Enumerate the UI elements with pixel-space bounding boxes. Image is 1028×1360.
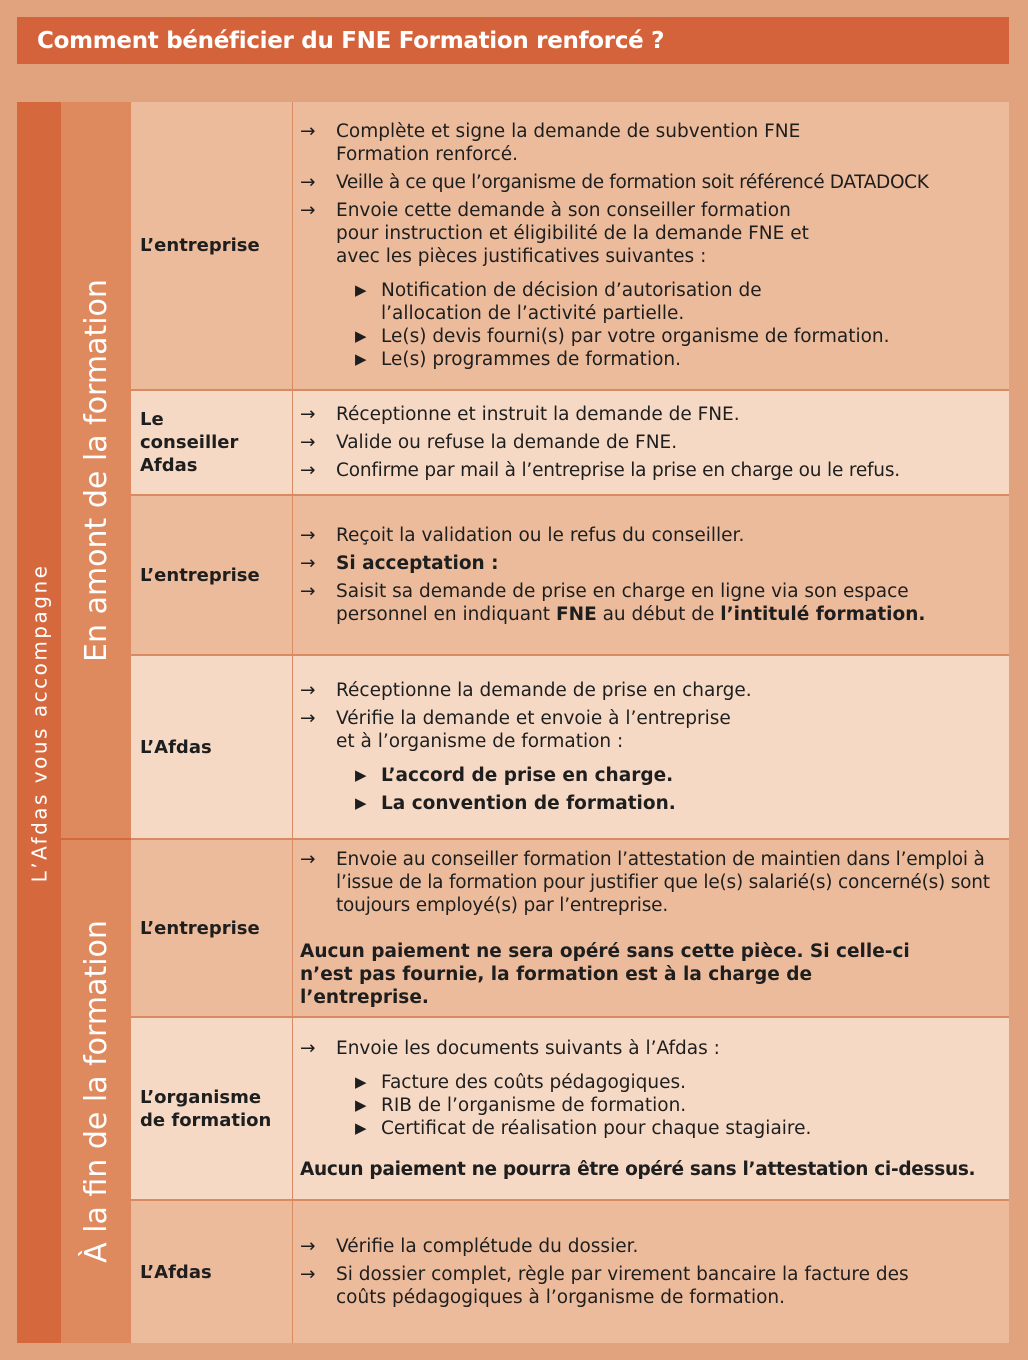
sub-item xyxy=(355,1071,1005,1094)
arrow-icon: → xyxy=(300,708,316,729)
triangle-bullet-icon: ▶ xyxy=(355,794,367,812)
sub-text: Facture des coûts pédagogiques. xyxy=(381,1071,687,1093)
row-content xyxy=(293,391,1009,494)
arrow-icon: → xyxy=(300,432,316,453)
sub-text: RIB de l’organisme de formation. xyxy=(381,1094,687,1116)
step-text: Vérifie la complétude du dossier. xyxy=(336,1236,639,1257)
step-item xyxy=(300,524,1005,547)
step-text-part: au début de xyxy=(596,604,721,625)
arrow-icon: → xyxy=(300,404,316,425)
step-text: Valide ou refuse la demande de FNE. xyxy=(336,432,678,453)
step-item xyxy=(300,848,1005,917)
step-text: Confirme par mail à l’entreprise la prise en charge ou le refus. xyxy=(336,460,900,481)
sub-list xyxy=(300,1071,1005,1140)
step-text: Vérifie la demande et envoie à l’entreprise et à l’organisme de formation : xyxy=(336,708,731,752)
step-item xyxy=(300,120,1005,166)
actor-label: L’entreprise xyxy=(131,496,293,654)
step-item xyxy=(300,403,1005,426)
step-item xyxy=(300,431,1005,454)
step-text-bold: FNE xyxy=(555,604,597,625)
actor-label: L’Afdas xyxy=(131,656,293,838)
sub-text: Notification de décision d’autorisation de l’allocation de l’activité partielle. xyxy=(381,280,762,324)
triangle-bullet-icon: ▶ xyxy=(355,1118,367,1137)
band-before-training xyxy=(61,102,131,838)
table-row xyxy=(131,391,1009,494)
arrow-icon: → xyxy=(300,172,316,193)
step-item xyxy=(300,580,1005,626)
sub-list xyxy=(300,279,1005,371)
sub-item xyxy=(355,279,1005,325)
sub-item xyxy=(355,325,1005,348)
table-row xyxy=(131,1201,1009,1343)
band-after-label: À la fin de la formation xyxy=(78,920,114,1263)
step-item xyxy=(300,171,1005,194)
triangle-bullet-icon: ▶ xyxy=(355,766,367,784)
actor-label: L’Afdas xyxy=(131,1201,293,1343)
table-row xyxy=(131,656,1009,838)
step-item xyxy=(300,707,1005,753)
arrow-icon: → xyxy=(300,525,316,546)
arrow-icon: → xyxy=(300,680,316,701)
triangle-bullet-icon: ▶ xyxy=(355,1095,367,1114)
step-item xyxy=(300,199,1005,268)
row-content xyxy=(293,496,1009,654)
step-text: Veille à ce que l’organisme de formation soit référencé DATADOCK xyxy=(336,172,929,193)
band-outer-label: L’Afdas vous accompagne xyxy=(27,563,52,882)
arrow-icon: → xyxy=(300,553,316,574)
step-item xyxy=(300,1037,1005,1060)
row-content xyxy=(293,656,1009,838)
warning-note: Aucun paiement ne sera opéré sans cette pièce. Si celle-ci n’est pas fournie, la formation est à la charge de l’entreprise. xyxy=(300,940,910,1008)
table-row xyxy=(131,840,1009,1016)
arrow-icon: → xyxy=(300,460,316,481)
arrow-icon: → xyxy=(300,848,316,870)
step-text xyxy=(336,580,1005,626)
triangle-bullet-icon: ▶ xyxy=(355,327,367,345)
band-after-training xyxy=(61,840,131,1343)
band-afdas-accompagne xyxy=(17,102,61,1343)
band-before-label: En amont de la formation xyxy=(78,278,114,662)
row-content xyxy=(293,1018,1009,1199)
step-item xyxy=(300,459,1005,482)
sub-text: L’accord de prise en charge. xyxy=(381,765,674,786)
step-text: Complète et signe la demande de subvention FNE Formation renforcé. xyxy=(336,121,801,165)
actor-label: Le conseiller Afdas xyxy=(131,391,293,494)
step-text-bold: l’intitulé formation. xyxy=(720,604,926,625)
step-text: Envoie au conseiller formation l’attestation de maintien dans l’emploi à l’issue de la formation pour justifier que le(s) salarié(s) concerné(s) sont toujours employé(s) par l’entreprise. xyxy=(336,848,990,916)
table-row xyxy=(131,102,1009,389)
actor-label: L’entreprise xyxy=(131,840,293,1016)
sub-item xyxy=(355,348,1005,371)
sub-text: Certificat de réalisation pour chaque stagiaire. xyxy=(381,1117,812,1139)
table-row xyxy=(131,1018,1009,1199)
step-text-part: Saisit sa demande de prise en charge en ligne via son espace personnel en indiquant xyxy=(336,581,909,625)
table-row xyxy=(131,496,1009,654)
step-item xyxy=(300,679,1005,702)
sub-text: Le(s) devis fourni(s) par votre organisme de formation. xyxy=(381,326,890,347)
step-text: Envoie cette demande à son conseiller formation pour instruction et éligibilité de la demande FNE et avec les pièces justificatives suivantes : xyxy=(336,200,809,267)
step-text: Reçoit la validation ou le refus du conseiller. xyxy=(336,525,745,546)
step-text: Réceptionne la demande de prise en charge. xyxy=(336,680,752,701)
row-content xyxy=(293,102,1009,389)
triangle-bullet-icon: ▶ xyxy=(355,1072,367,1091)
page-title: Comment bénéficier du FNE Formation renforcé ? xyxy=(37,27,665,54)
step-item xyxy=(300,1235,1005,1258)
sub-item xyxy=(355,764,1005,787)
step-item xyxy=(300,1263,1005,1309)
arrow-icon: → xyxy=(300,1037,316,1059)
arrow-icon: → xyxy=(300,1236,316,1257)
actor-label: L’entreprise xyxy=(131,102,293,389)
triangle-bullet-icon: ▶ xyxy=(355,281,367,299)
sub-list xyxy=(300,764,1005,815)
step-text: Si dossier complet, règle par virement bancaire la facture des coûts pédagogiques à l’organisme de formation. xyxy=(336,1264,909,1308)
triangle-bullet-icon: ▶ xyxy=(355,350,367,368)
sub-item xyxy=(355,1117,1005,1140)
page-header xyxy=(17,17,1009,64)
sub-item xyxy=(355,792,1005,815)
warning-note: Aucun paiement ne pourra être opéré sans l’attestation ci-dessus. xyxy=(300,1158,976,1180)
process-table xyxy=(17,102,1009,1343)
row-content xyxy=(293,840,1009,1016)
step-item xyxy=(300,552,1005,575)
step-text: Réceptionne et instruit la demande de FNE. xyxy=(336,404,740,425)
arrow-icon: → xyxy=(300,581,316,602)
arrow-icon: → xyxy=(300,1264,316,1285)
arrow-icon: → xyxy=(300,121,316,142)
step-text: Si acceptation : xyxy=(336,553,499,574)
actor-label: L’organisme de formation xyxy=(131,1018,293,1199)
sub-text: La convention de formation. xyxy=(381,793,676,814)
sub-text: Le(s) programmes de formation. xyxy=(381,349,682,370)
step-text: Envoie les documents suivants à l’Afdas : xyxy=(336,1037,720,1059)
row-content xyxy=(293,1201,1009,1343)
sub-item xyxy=(355,1094,1005,1117)
arrow-icon: → xyxy=(300,200,316,221)
